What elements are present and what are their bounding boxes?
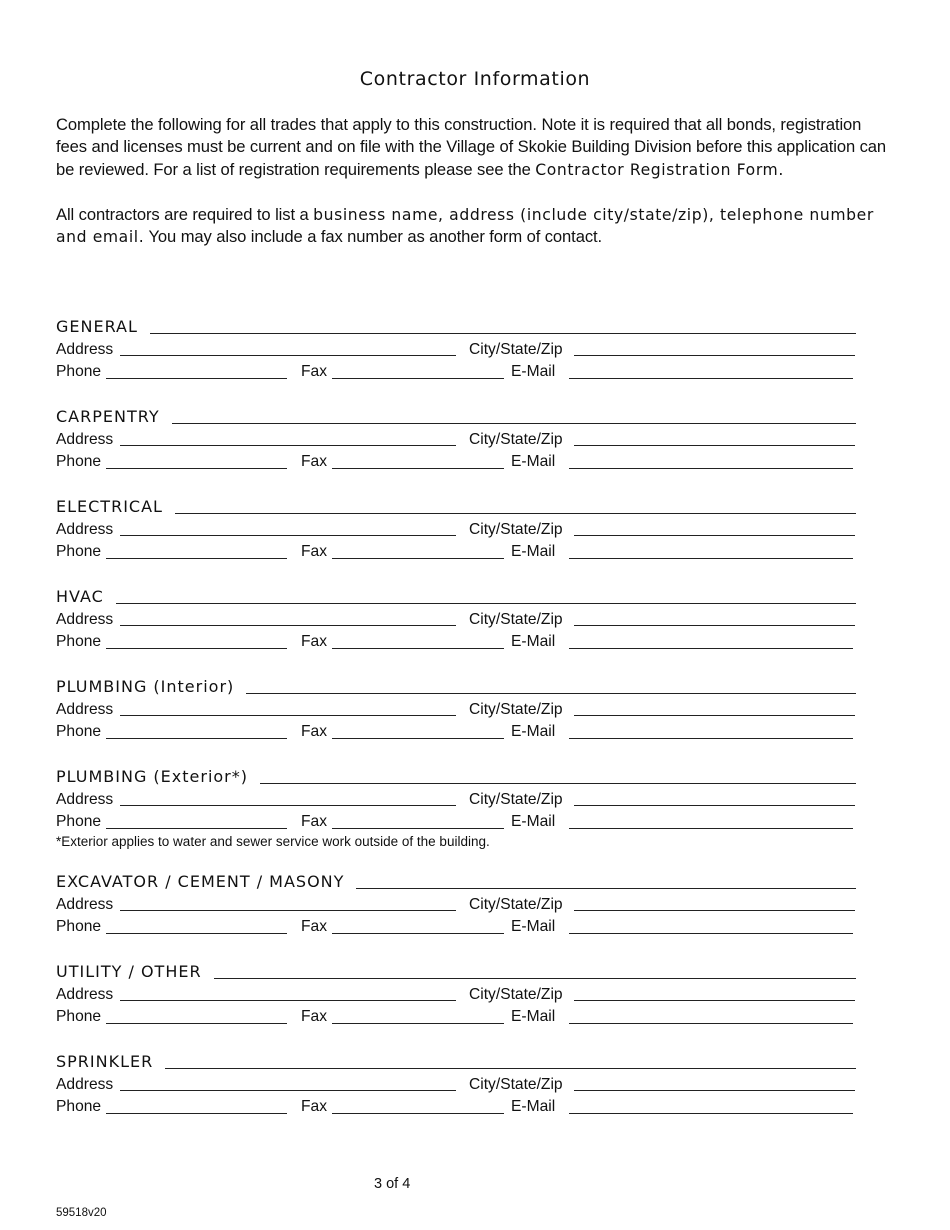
trade-label: PLUMBING (Interior)	[56, 677, 235, 696]
email-field[interactable]	[569, 468, 853, 469]
phone-field[interactable]	[106, 828, 287, 829]
city-state-zip-label: City/State/Zip	[469, 790, 563, 808]
email-field[interactable]	[569, 558, 853, 559]
city-state-zip-field[interactable]	[574, 805, 855, 806]
phone-row	[56, 721, 896, 744]
trade-name-row	[56, 766, 896, 789]
address-field[interactable]	[120, 1090, 456, 1091]
trade-label: PLUMBING (Exterior*)	[56, 767, 248, 786]
fax-field[interactable]	[332, 828, 504, 829]
fax-label: Fax	[301, 723, 327, 740]
fax-label: Fax	[301, 363, 327, 380]
address-row	[56, 984, 896, 1007]
address-field[interactable]	[120, 535, 456, 536]
required-fields-text: business name, address (include city/state/zip), telephone number and email.	[56, 205, 874, 247]
address-label: Address	[56, 520, 114, 538]
address-field[interactable]	[120, 805, 456, 806]
phone-label: Phone	[56, 813, 102, 830]
fax-field[interactable]	[332, 558, 504, 559]
city-state-zip-field[interactable]	[574, 355, 855, 356]
city-state-zip-field[interactable]	[574, 1000, 855, 1001]
address-label: Address	[56, 985, 114, 1003]
trade-label: CARPENTRY	[56, 407, 160, 426]
city-state-zip-field[interactable]	[574, 1090, 855, 1091]
address-row	[56, 429, 896, 452]
city-state-zip-label: City/State/Zip	[469, 985, 563, 1003]
phone-row	[56, 1006, 896, 1029]
email-label: E-Mail	[511, 1008, 556, 1025]
city-state-zip-field[interactable]	[574, 910, 855, 911]
contractor-section	[56, 496, 896, 586]
fax-label: Fax	[301, 633, 327, 650]
phone-row	[56, 541, 896, 564]
fax-label: Fax	[301, 813, 327, 830]
requirement-text-start: All contractors are required to list a	[56, 204, 314, 224]
phone-row	[56, 361, 896, 384]
phone-label: Phone	[56, 918, 102, 935]
exterior-note: *Exterior applies to water and sewer service work outside of the building.	[56, 834, 490, 849]
business-name-field[interactable]	[150, 333, 856, 334]
email-field[interactable]	[569, 828, 853, 829]
address-label: Address	[56, 430, 114, 448]
phone-label: Phone	[56, 543, 102, 560]
fax-label: Fax	[301, 543, 327, 560]
phone-row	[56, 811, 896, 834]
city-state-zip-field[interactable]	[574, 445, 855, 446]
address-row	[56, 894, 896, 917]
address-field[interactable]	[120, 355, 456, 356]
phone-field[interactable]	[106, 648, 287, 649]
fax-field[interactable]	[332, 468, 504, 469]
email-label: E-Mail	[511, 453, 556, 470]
address-field[interactable]	[120, 1000, 456, 1001]
trade-name-row	[56, 586, 896, 609]
fax-field[interactable]	[332, 933, 504, 934]
trade-label: EXCAVATOR / CEMENT / MASONY	[56, 872, 345, 891]
address-label: Address	[56, 340, 114, 358]
phone-field[interactable]	[106, 933, 287, 934]
address-row	[56, 699, 896, 722]
city-state-zip-field[interactable]	[574, 625, 855, 626]
trade-name-row	[56, 406, 896, 429]
email-label: E-Mail	[511, 543, 556, 560]
address-row	[56, 339, 896, 362]
phone-field[interactable]	[106, 378, 287, 379]
instructions-paragraph-1	[56, 114, 896, 181]
fax-field[interactable]	[332, 1113, 504, 1114]
instructions-paragraph-2	[56, 204, 896, 249]
phone-label: Phone	[56, 723, 102, 740]
city-state-zip-label: City/State/Zip	[469, 520, 563, 538]
phone-field[interactable]	[106, 738, 287, 739]
email-label: E-Mail	[511, 723, 556, 740]
business-name-field[interactable]	[175, 513, 856, 514]
fax-field[interactable]	[332, 378, 504, 379]
business-name-field[interactable]	[246, 693, 856, 694]
trade-name-row	[56, 676, 896, 699]
contractor-section	[56, 766, 896, 871]
trade-name-row	[56, 1051, 896, 1074]
address-field[interactable]	[120, 625, 456, 626]
fax-field[interactable]	[332, 648, 504, 649]
contractor-section	[56, 961, 896, 1051]
phone-label: Phone	[56, 363, 102, 380]
city-state-zip-label: City/State/Zip	[469, 895, 563, 913]
address-row	[56, 519, 896, 542]
address-label: Address	[56, 700, 114, 718]
city-state-zip-field[interactable]	[574, 715, 855, 716]
email-label: E-Mail	[511, 813, 556, 830]
city-state-zip-label: City/State/Zip	[469, 430, 563, 448]
business-name-field[interactable]	[356, 888, 856, 889]
address-row	[56, 789, 896, 812]
instructions-text: Complete the following for all trades that apply to this construction. Note it is required that all bonds, registration fees and licenses must be current and on file with the Village of Skokie Building Division before this application can be reviewed. For a list of registration requirements please see the	[56, 115, 887, 179]
trade-label: SPRINKLER	[56, 1052, 154, 1071]
fax-label: Fax	[301, 918, 327, 935]
phone-row	[56, 1096, 896, 1119]
address-row	[56, 609, 896, 632]
phone-label: Phone	[56, 453, 102, 470]
email-field[interactable]	[569, 738, 853, 739]
trade-label: GENERAL	[56, 317, 138, 336]
address-field[interactable]	[120, 715, 456, 716]
phone-label: Phone	[56, 633, 102, 650]
fax-label: Fax	[301, 453, 327, 470]
email-label: E-Mail	[511, 918, 556, 935]
phone-field[interactable]	[106, 1023, 287, 1024]
phone-field[interactable]	[106, 468, 287, 469]
fax-label: Fax	[301, 1098, 327, 1115]
contractor-section	[56, 871, 896, 961]
phone-label: Phone	[56, 1008, 102, 1025]
fax-label: Fax	[301, 1008, 327, 1025]
contractor-section	[56, 1051, 896, 1141]
page-number: 3 of 4	[374, 1176, 411, 1192]
fax-field[interactable]	[332, 738, 504, 739]
contractor-section	[56, 676, 896, 766]
email-label: E-Mail	[511, 363, 556, 380]
trade-name-row	[56, 316, 896, 339]
address-label: Address	[56, 1075, 114, 1093]
trade-name-row	[56, 961, 896, 984]
trade-label: HVAC	[56, 587, 104, 606]
contractor-section	[56, 406, 896, 496]
email-field[interactable]	[569, 1113, 853, 1114]
address-label: Address	[56, 790, 114, 808]
business-name-field[interactable]	[172, 423, 856, 424]
phone-row	[56, 631, 896, 654]
address-field[interactable]	[120, 445, 456, 446]
email-field[interactable]	[569, 1023, 853, 1024]
email-label: E-Mail	[511, 1098, 556, 1115]
city-state-zip-label: City/State/Zip	[469, 610, 563, 628]
city-state-zip-label: City/State/Zip	[469, 340, 563, 358]
city-state-zip-label: City/State/Zip	[469, 1075, 563, 1093]
email-field[interactable]	[569, 933, 853, 934]
form-id: 59518v20	[56, 1207, 107, 1219]
business-name-field[interactable]	[165, 1068, 856, 1069]
email-label: E-Mail	[511, 633, 556, 650]
page-title: Contractor Information	[359, 68, 591, 90]
address-row	[56, 1074, 896, 1097]
city-state-zip-label: City/State/Zip	[469, 700, 563, 718]
contractor-section	[56, 586, 896, 676]
phone-row	[56, 451, 896, 474]
city-state-zip-field[interactable]	[574, 535, 855, 536]
contractor-sections	[56, 316, 896, 1141]
trade-label: ELECTRICAL	[56, 497, 163, 516]
phone-field[interactable]	[106, 558, 287, 559]
registration-form-reference: Contractor Registration Form.	[535, 160, 784, 179]
requirement-text-end: You may also include a fax number as another form of contact.	[144, 227, 603, 247]
address-label: Address	[56, 895, 114, 913]
email-field[interactable]	[569, 648, 853, 649]
address-field[interactable]	[120, 910, 456, 911]
business-name-field[interactable]	[116, 603, 856, 604]
phone-field[interactable]	[106, 1113, 287, 1114]
address-label: Address	[56, 610, 114, 628]
trade-name-row	[56, 496, 896, 519]
contractor-section	[56, 316, 896, 406]
email-field[interactable]	[569, 378, 853, 379]
business-name-field[interactable]	[260, 783, 856, 784]
instructions	[56, 114, 896, 248]
trade-label: UTILITY / OTHER	[56, 962, 202, 981]
business-name-field[interactable]	[214, 978, 856, 979]
phone-label: Phone	[56, 1098, 102, 1115]
fax-field[interactable]	[332, 1023, 504, 1024]
phone-row	[56, 916, 896, 939]
trade-name-row	[56, 871, 896, 894]
